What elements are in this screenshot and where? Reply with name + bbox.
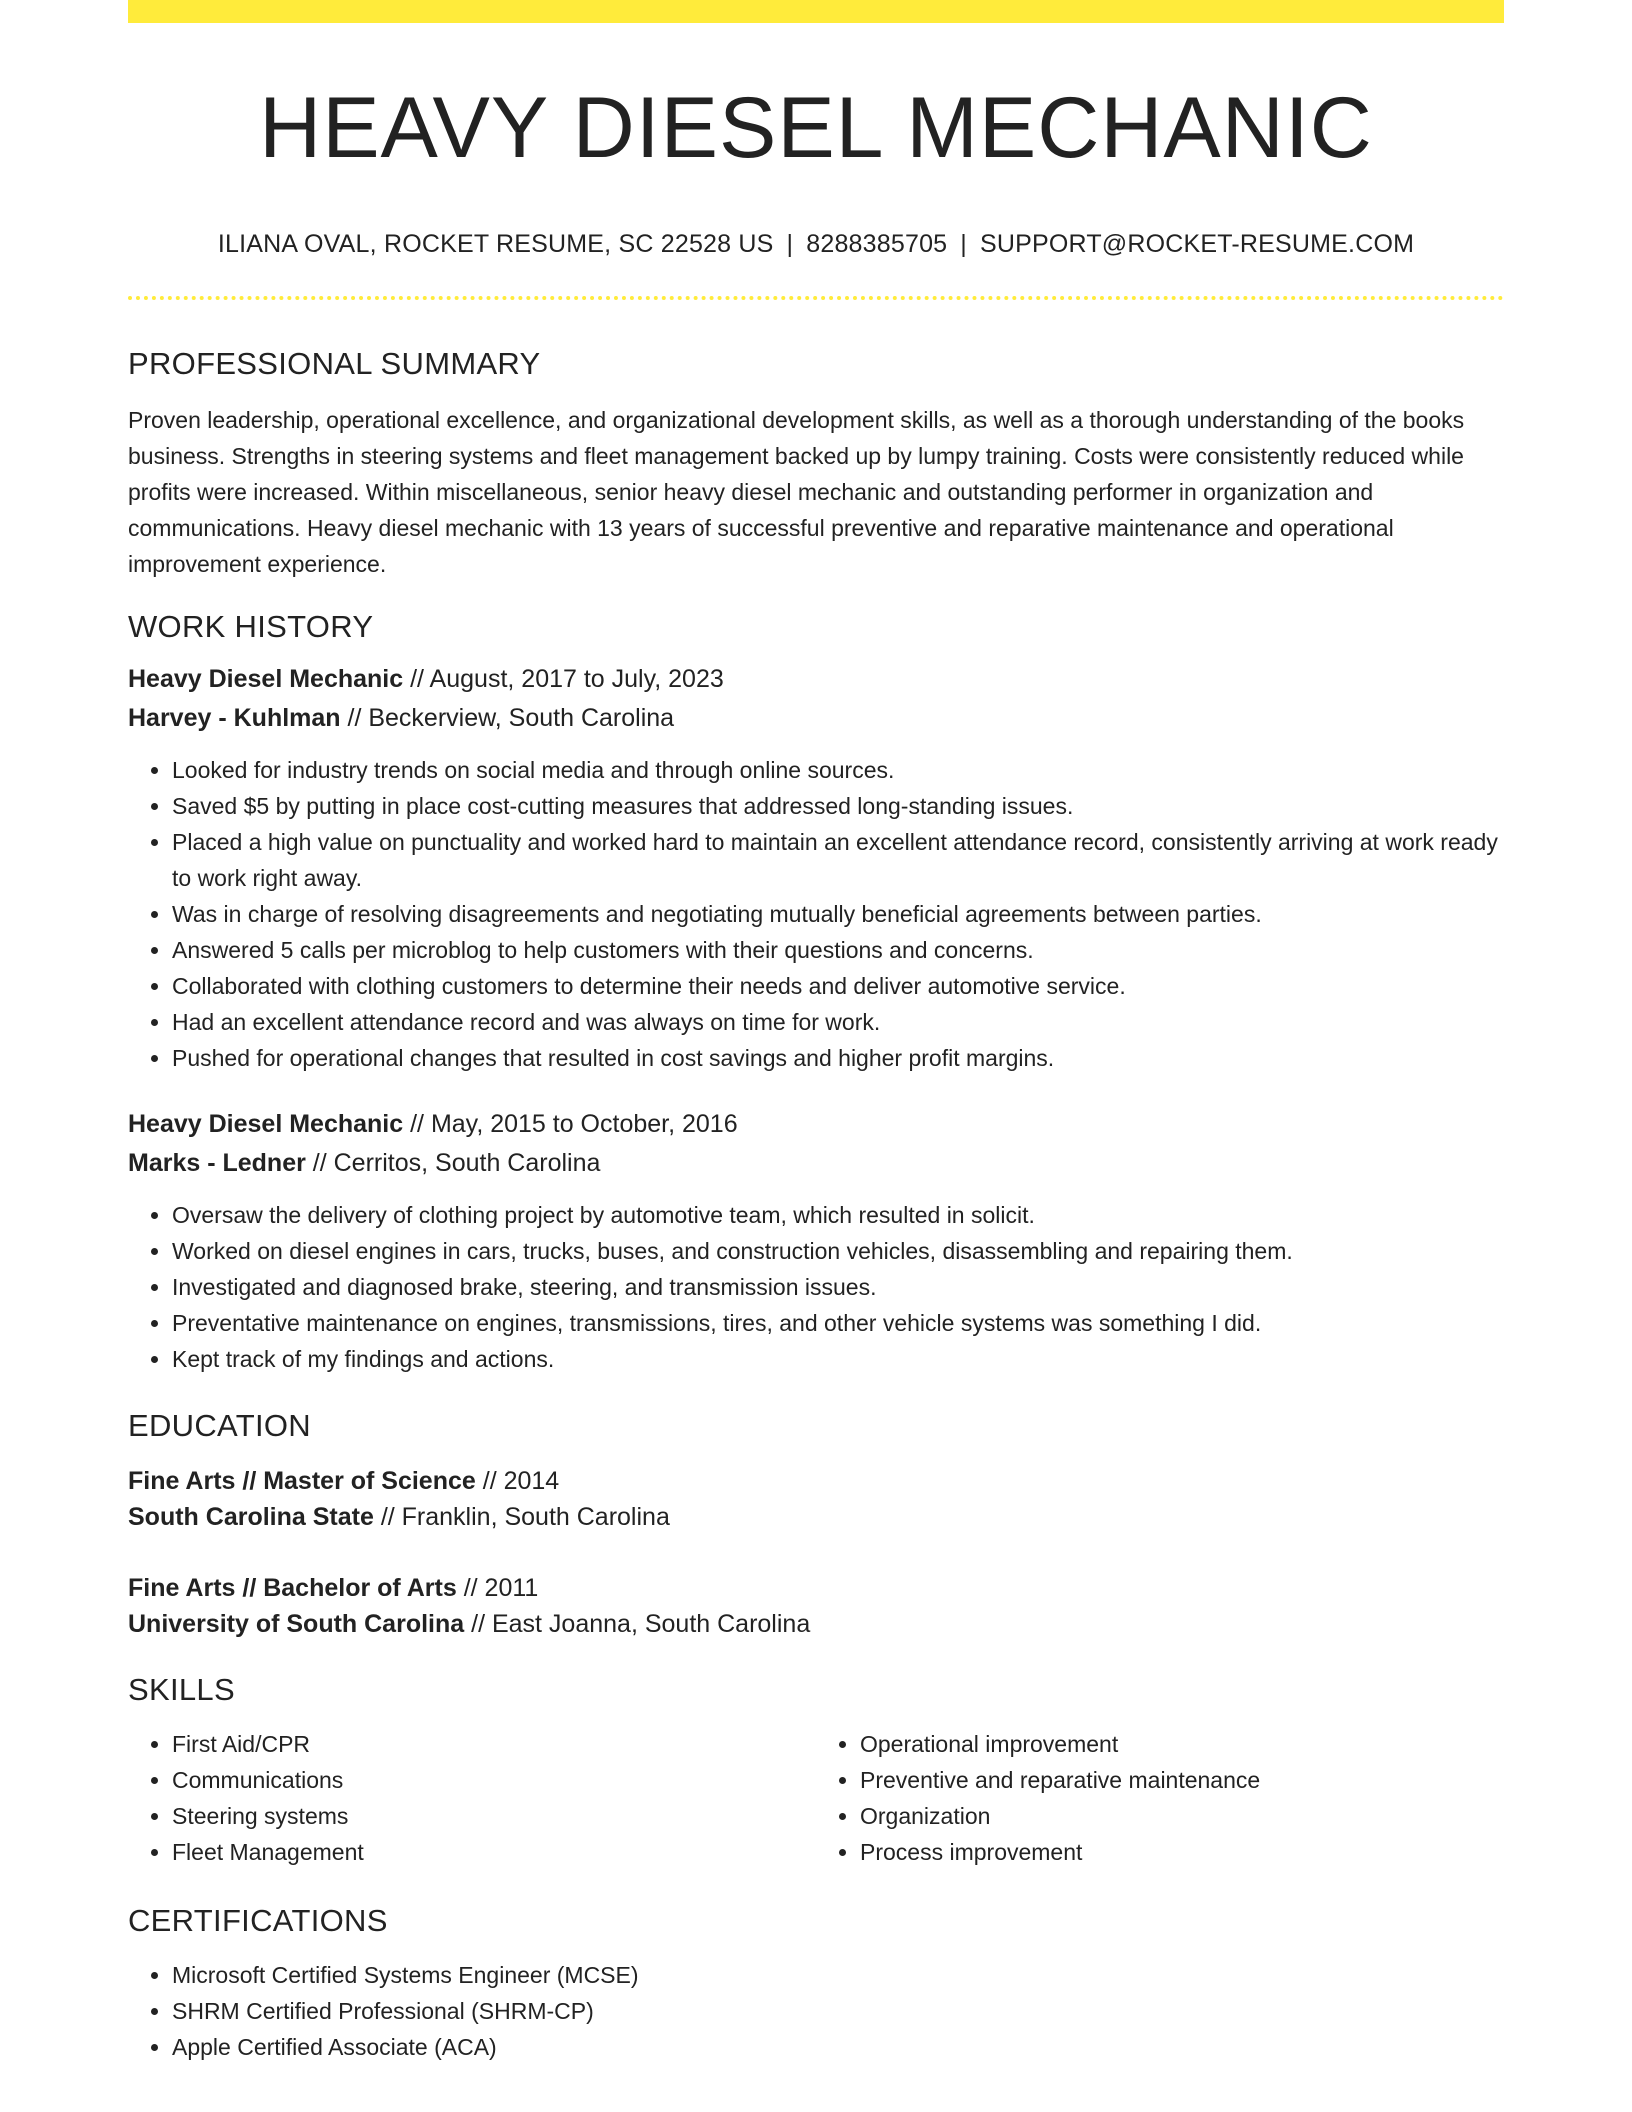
contact-separator: |	[786, 230, 794, 258]
contact-email: SUPPORT@ROCKET-RESUME.COM	[980, 230, 1415, 258]
list-item: • Steering systems	[172, 1798, 816, 1834]
job-company: Marks - Ledner	[128, 1148, 306, 1177]
list-item: • Answered 5 calls per microblog to help customers with their questions and concerns.	[172, 932, 1504, 968]
summary-text: Proven leadership, operational excellence, and organizational development skills, as well as a thorough understanding of the books business. Strengths in steering systems and fleet management backed up by lumpy training. Costs were consistently reduced while profits were increased. Within miscellaneous, senior heavy diesel mechanic and outstanding performer in organization and communications. Heavy diesel mechanic with 13 years of successful preventive and reparative maintenance and operational improvement experience.	[128, 407, 1465, 578]
list-item: • Investigated and diagnosed brake, steering, and transmission issues.	[172, 1269, 1504, 1305]
job-bullets	[128, 1197, 1504, 1377]
education-school-line	[128, 1608, 1504, 1641]
list-item: • SHRM Certified Professional (SHRM-CP)	[172, 1993, 1504, 2029]
dotted-divider	[128, 296, 1504, 300]
list-item: • Microsoft Certified Systems Engineer (MCSE)	[172, 1957, 1504, 1993]
skills-heading: SKILLS	[128, 1671, 235, 1707]
work-history-heading: WORK HISTORY	[128, 609, 374, 645]
list-item: • Fleet Management	[172, 1834, 816, 1870]
list-item: • Communications	[172, 1762, 816, 1798]
job-company: Harvey - Kuhlman	[128, 703, 341, 732]
certifications-list	[128, 1957, 1504, 2065]
list-item: • Kept track of my findings and actions.	[172, 1341, 1504, 1377]
job-title-line	[128, 663, 1504, 696]
list-item: • Collaborated with clothing customers to determine their needs and deliver automotive service.	[172, 968, 1504, 1004]
job-bullets	[128, 752, 1504, 1076]
education-school: University of South Carolina	[128, 1610, 465, 1639]
job-entry	[128, 663, 1504, 1076]
list-item: • Placed a high value on punctuality and worked hard to maintain an excellent attendance record, consistently arriving at work ready to work right away.	[172, 824, 1504, 896]
list-item: • Operational improvement	[860, 1726, 1504, 1762]
education-degree-line	[128, 1465, 1504, 1498]
skills-list-left	[128, 1726, 816, 1870]
education-degree-line	[128, 1572, 1504, 1605]
list-item: • Had an excellent attendance record and was always on time for work.	[172, 1004, 1504, 1040]
job-dates: // August, 2017 to July, 2023	[403, 665, 724, 694]
education-school-line	[128, 1501, 1504, 1534]
job-company-line	[128, 702, 1504, 735]
list-item: • Process improvement	[860, 1834, 1504, 1870]
resume-title: HEAVY DIESEL MECHANIC	[259, 80, 1373, 176]
education-location: // East Joanna, South Carolina	[464, 1610, 811, 1639]
list-item: • Preventative maintenance on engines, transmissions, tires, and other vehicle systems was something I did.	[172, 1305, 1504, 1341]
summary-heading: PROFESSIONAL SUMMARY	[128, 346, 541, 381]
job-entry	[128, 1108, 1504, 1377]
education-degree: Fine Arts // Bachelor of Arts	[128, 1573, 457, 1602]
list-item: • Was in charge of resolving disagreements and negotiating mutually beneficial agreements between parties.	[172, 896, 1504, 932]
list-item: • Looked for industry trends on social media and through online sources.	[172, 752, 1504, 788]
list-item: • Organization	[860, 1798, 1504, 1834]
education-year: // 2014	[475, 1466, 560, 1495]
resume-page	[128, 0, 1504, 2065]
list-item: • Worked on diesel engines in cars, trucks, buses, and construction vehicles, disassembling and repairing them.	[172, 1233, 1504, 1269]
education-degree: Fine Arts // Master of Science	[128, 1466, 476, 1495]
job-location: // Beckerview, South Carolina	[340, 703, 675, 732]
job-position: Heavy Diesel Mechanic	[128, 665, 404, 694]
job-dates: // May, 2015 to October, 2016	[403, 1110, 738, 1139]
contact-line	[128, 229, 1504, 259]
list-item: • First Aid/CPR	[172, 1726, 816, 1762]
contact-phone: 8288385705	[806, 230, 948, 258]
education-school: South Carolina State	[128, 1503, 374, 1532]
job-position: Heavy Diesel Mechanic	[128, 1110, 404, 1139]
education-year: // 2011	[456, 1573, 539, 1602]
list-item: • Preventive and reparative maintenance	[860, 1762, 1504, 1798]
education-entry	[128, 1465, 1504, 1534]
list-item: • Pushed for operational changes that resulted in cost savings and higher profit margins.	[172, 1040, 1504, 1076]
contact-separator: |	[960, 230, 967, 258]
job-company-line	[128, 1147, 1504, 1180]
education-heading: EDUCATION	[128, 1408, 311, 1444]
list-item: • Saved $5 by putting in place cost-cutting measures that addressed long-standing issues.	[172, 788, 1504, 824]
certifications-heading: CERTIFICATIONS	[128, 1902, 388, 1938]
contact-address: ILIANA OVAL, ROCKET RESUME, SC 22528 US	[217, 230, 774, 258]
skills-list-right	[816, 1726, 1504, 1870]
job-title-line	[128, 1108, 1504, 1141]
list-item: • Oversaw the delivery of clothing project by automotive team, which resulted in solicit.	[172, 1197, 1504, 1233]
job-location: // Cerritos, South Carolina	[305, 1148, 601, 1177]
skills-columns	[128, 1726, 1504, 1870]
list-item: • Apple Certified Associate (ACA)	[172, 2029, 1504, 2065]
education-entry	[128, 1572, 1504, 1641]
education-location: // Franklin, South Carolina	[373, 1503, 670, 1532]
top-accent-bar	[128, 0, 1504, 23]
